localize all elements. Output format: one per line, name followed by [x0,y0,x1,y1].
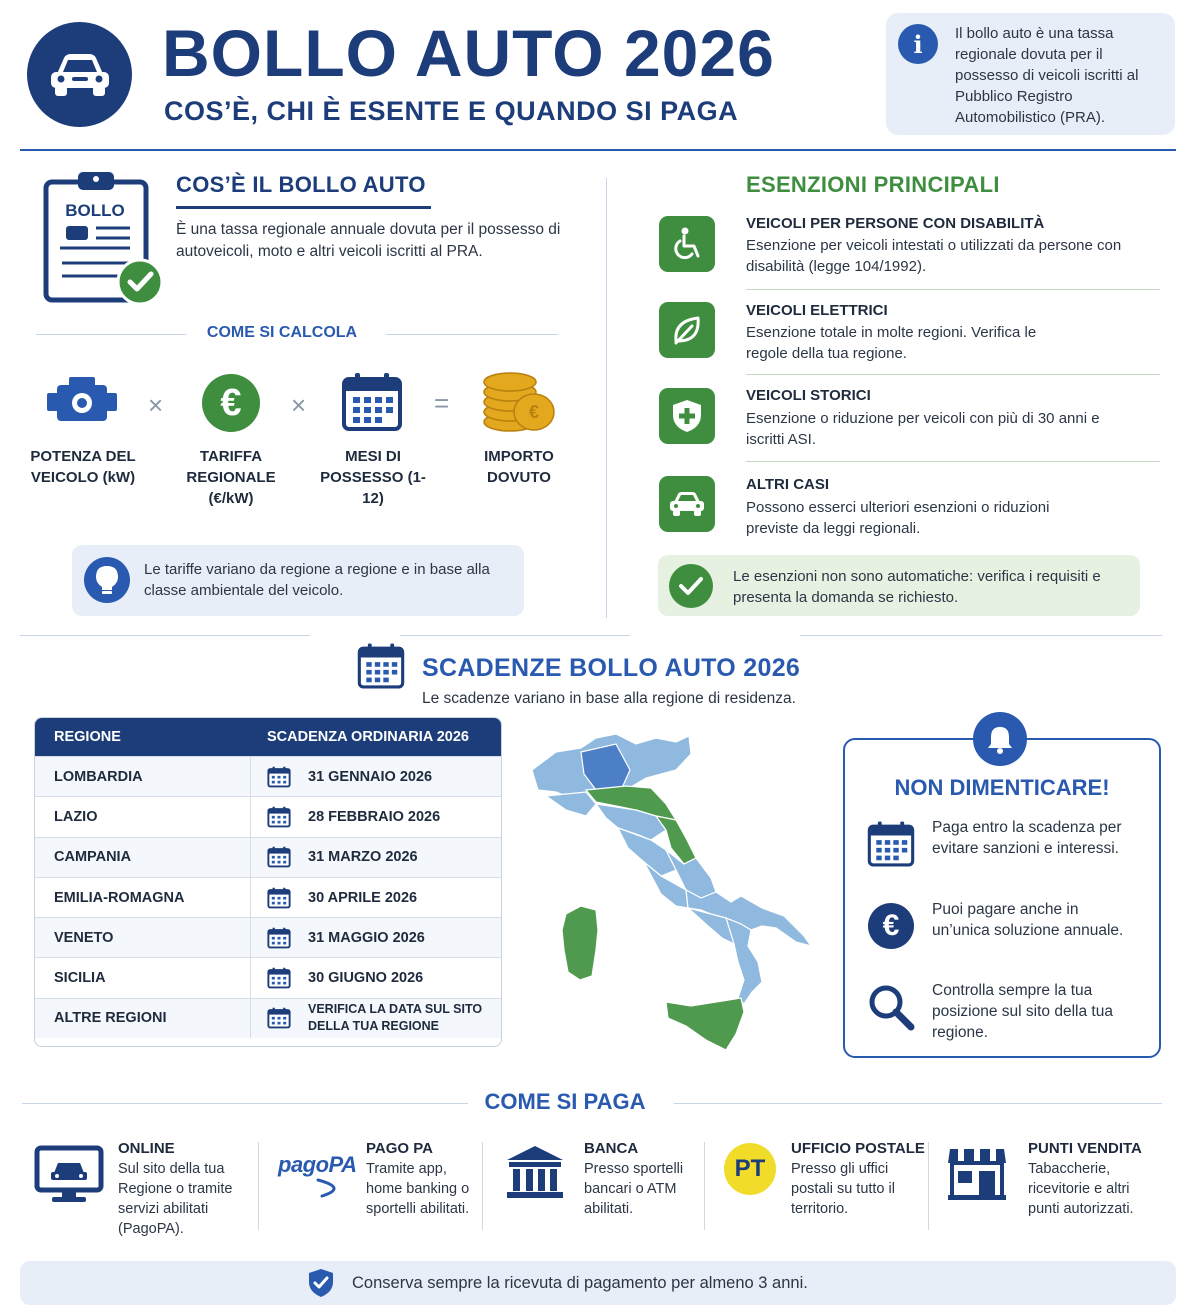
calendar-icon [267,806,291,828]
info-icon: i [898,24,938,64]
monitor-icon [34,1145,104,1205]
what-title-underline [176,206,431,209]
deadlines-divider-mid [400,635,630,636]
region-cell: LOMBARDIA [35,757,251,796]
clipboard-icon [40,168,166,308]
reminder-text-single-payment: Puoi pagare anche in un’unica soluzione annuale. [932,901,1124,939]
deadlines-divider-left [20,635,310,636]
shield-check-icon [307,1268,335,1298]
column-header-region: REGIONE [54,729,121,745]
region-cell: SICILIA [35,958,251,997]
deadline-cell [251,927,501,949]
factor-label-amount: IMPORTO DOVUTO [484,448,554,486]
store-icon [946,1145,1008,1201]
deadline-cell [251,806,501,828]
what-text: È una tassa regionale annuale dovuta per il possesso di autoveicoli, moto e altri veicoli iscritti al PRA. [176,221,561,260]
page-title: BOLLO AUTO 2026 [162,16,775,90]
exemption-title-electric: VEICOLI ELETTRICI [746,302,888,319]
payment-title: COME SI PAGA [484,1089,646,1114]
deadlines-title: SCADENZE BOLLO AUTO 2026 [422,654,801,682]
payment-method-stores-title: PUNTI VENDITA [1028,1140,1142,1157]
factor-label-power: POTENZA DEL VEICOLO (kW) [30,448,136,486]
table-row [35,796,501,836]
footer-text: Conserva sempre la ricevuta di pagamento per almeno 3 anni. [352,1274,808,1292]
exemption-divider [746,461,1160,462]
payment-method-pagopa-desc: Tramite app, home banking o sportelli abilitati. [366,1161,470,1217]
payment-method-pagopa-title: PAGO PA [366,1140,433,1157]
calendar-icon [267,1007,291,1029]
deadline-date: VERIFICA LA DATA SUL SITO DELLA TUA REGIONE [308,1002,483,1034]
deadlines-table [34,717,502,1047]
deadline-date: 28 FEBBRAIO 2026 [308,808,441,825]
table-row [35,837,501,877]
reminder-text-deadline: Paga entro la scadenza per evitare sanzioni e interessi. [932,819,1122,857]
equals-sign: = [434,388,450,418]
deadline-cell [251,1001,501,1035]
calendar-icon [866,820,916,868]
times-sign-2: × [291,390,307,420]
table-row [35,998,501,1038]
payment-method-online-title: ONLINE [118,1140,175,1157]
payment-separator [258,1142,259,1230]
shield-plus-icon [659,388,715,444]
poste-logo-icon: PT [724,1143,776,1195]
times-sign-1: × [148,390,164,420]
payment-method-online-desc: Sul sito della tua Regione o tramite servizi abilitati (PagoPA). [118,1161,233,1237]
calendar-icon [267,846,291,868]
calc-title: COME SI CALCOLA [206,324,358,341]
deadline-cell [251,887,501,909]
region-cell: LAZIO [35,797,251,836]
factor-label-months: MESI DI POSSESSO (1-12) [320,448,426,507]
region-cell: ALTRE REGIONI [35,999,251,1038]
column-divider [606,178,607,618]
calendar-icon [267,887,291,909]
coins-icon [480,368,558,436]
wheelchair-icon [659,216,715,272]
lightbulb-icon [84,557,130,603]
exemption-desc-historic: Esenzione o riduzione per veicoli con più di 30 anni e iscritti ASI. [746,410,1100,448]
deadlines-subtitle: Le scadenze variano in base alla regione di residenza. [422,690,796,707]
payment-method-post-title: UFFICIO POSTALE [791,1140,925,1157]
italy-map [526,730,816,1055]
table-body [35,756,501,1038]
calendar-icon [267,766,291,788]
clipboard-badge: BOLLO [65,201,125,220]
euro-icon: € [868,903,914,949]
engine-icon [42,368,122,434]
payment-divider-right [674,1103,1162,1104]
exemption-divider [746,289,1160,290]
deadline-date: 31 MARZO 2026 [308,849,418,866]
leaf-icon [659,302,715,358]
table-row [35,877,501,917]
reminder-text-check: Controlla sempre la tua posizione sul sito della tua regione. [932,982,1113,1041]
exemptions-title: ESENZIONI PRINCIPALI [746,172,1000,197]
exemption-divider [746,374,1160,375]
calendar-icon [267,927,291,949]
tariff-tip-text: Le tariffe variano da regione a regione e in base alla classe ambientale del veicolo. [144,561,490,599]
euro-icon: € [202,374,260,432]
bell-icon [973,712,1027,766]
region-cell: EMILIA-ROMAGNA [35,878,251,917]
deadline-cell [251,846,501,868]
deadline-date: 31 MAGGIO 2026 [308,929,425,946]
payment-separator [482,1142,483,1230]
table-row [35,957,501,997]
exemption-title-disability: VEICOLI PER PERSONE CON DISABILITÀ [746,215,1045,232]
region-cell: CAMPANIA [35,838,251,877]
pagopa-logo-icon: pagoPA [278,1152,354,1198]
calendar-icon [341,371,403,433]
payment-method-bank-title: BANCA [584,1140,639,1157]
deadline-date: 30 GIUGNO 2026 [308,970,424,987]
search-icon [866,982,916,1032]
exemption-title-other: ALTRI CASI [746,476,830,493]
deadline-date: 30 APRILE 2026 [308,889,418,906]
what-title: COS’È IL BOLLO AUTO [176,172,426,197]
payment-method-bank-desc: Presso sportelli bancari o ATM abilitati. [584,1161,684,1217]
payment-separator [928,1142,929,1230]
payment-method-post-desc: Presso gli uffici postali su tutto il territorio. [791,1161,895,1217]
calc-divider-right [386,334,558,335]
table-header [35,718,501,756]
payment-separator [704,1142,705,1230]
header-divider [20,149,1176,151]
calendar-icon [267,967,291,989]
exemption-desc-other: Possono esserci ulteriori esenzioni o riduzioni previste da leggi regionali. [746,499,1050,537]
payment-method-stores-desc: Tabaccherie, ricevitorie e altri punti autorizzati. [1028,1161,1134,1217]
info-text: Il bollo auto è una tassa regionale dovuta per il possesso di veicoli iscritti al Pubblico Registro Automobilistico (PRA). [955,25,1139,126]
factor-label-tariff: TARIFFA REGIONALE (€/kW) [186,448,276,507]
svg-text:€: € [528,402,540,422]
car-icon [659,476,715,532]
exemption-desc-electric: Esenzione totale in molte regioni. Verifica le regole della tua regione. [746,324,1037,362]
calc-divider-left [36,334,186,335]
column-header-date: SCADENZA ORDINARIA 2026 [267,729,469,745]
exemption-desc-disability: Esenzione per veicoli intestati o utilizzati da persone con disabilità (legge 104/1992). [746,237,1122,275]
region-cell: VENETO [35,918,251,957]
deadline-date: 31 GENNAIO 2026 [308,768,433,785]
deadline-cell [251,766,501,788]
table-row [35,917,501,957]
deadlines-divider-right [800,635,1162,636]
calendar-icon [357,642,405,690]
reminder-title: NON DIMENTICARE! [894,775,1110,800]
exemption-note-text: Le esenzioni non sono automatiche: verifica i requisiti e presenta la domanda se richiesto. [733,568,1101,606]
exemption-title-historic: VEICOLI STORICI [746,387,871,404]
payment-divider-left [22,1103,468,1104]
bank-icon [504,1144,566,1200]
header-logo [27,22,132,127]
table-row [35,756,501,796]
car-icon [47,50,113,100]
check-icon [669,564,713,608]
deadline-cell [251,967,501,989]
page-subtitle: COS’È, CHI È ESENTE E QUANDO SI PAGA [164,96,739,126]
